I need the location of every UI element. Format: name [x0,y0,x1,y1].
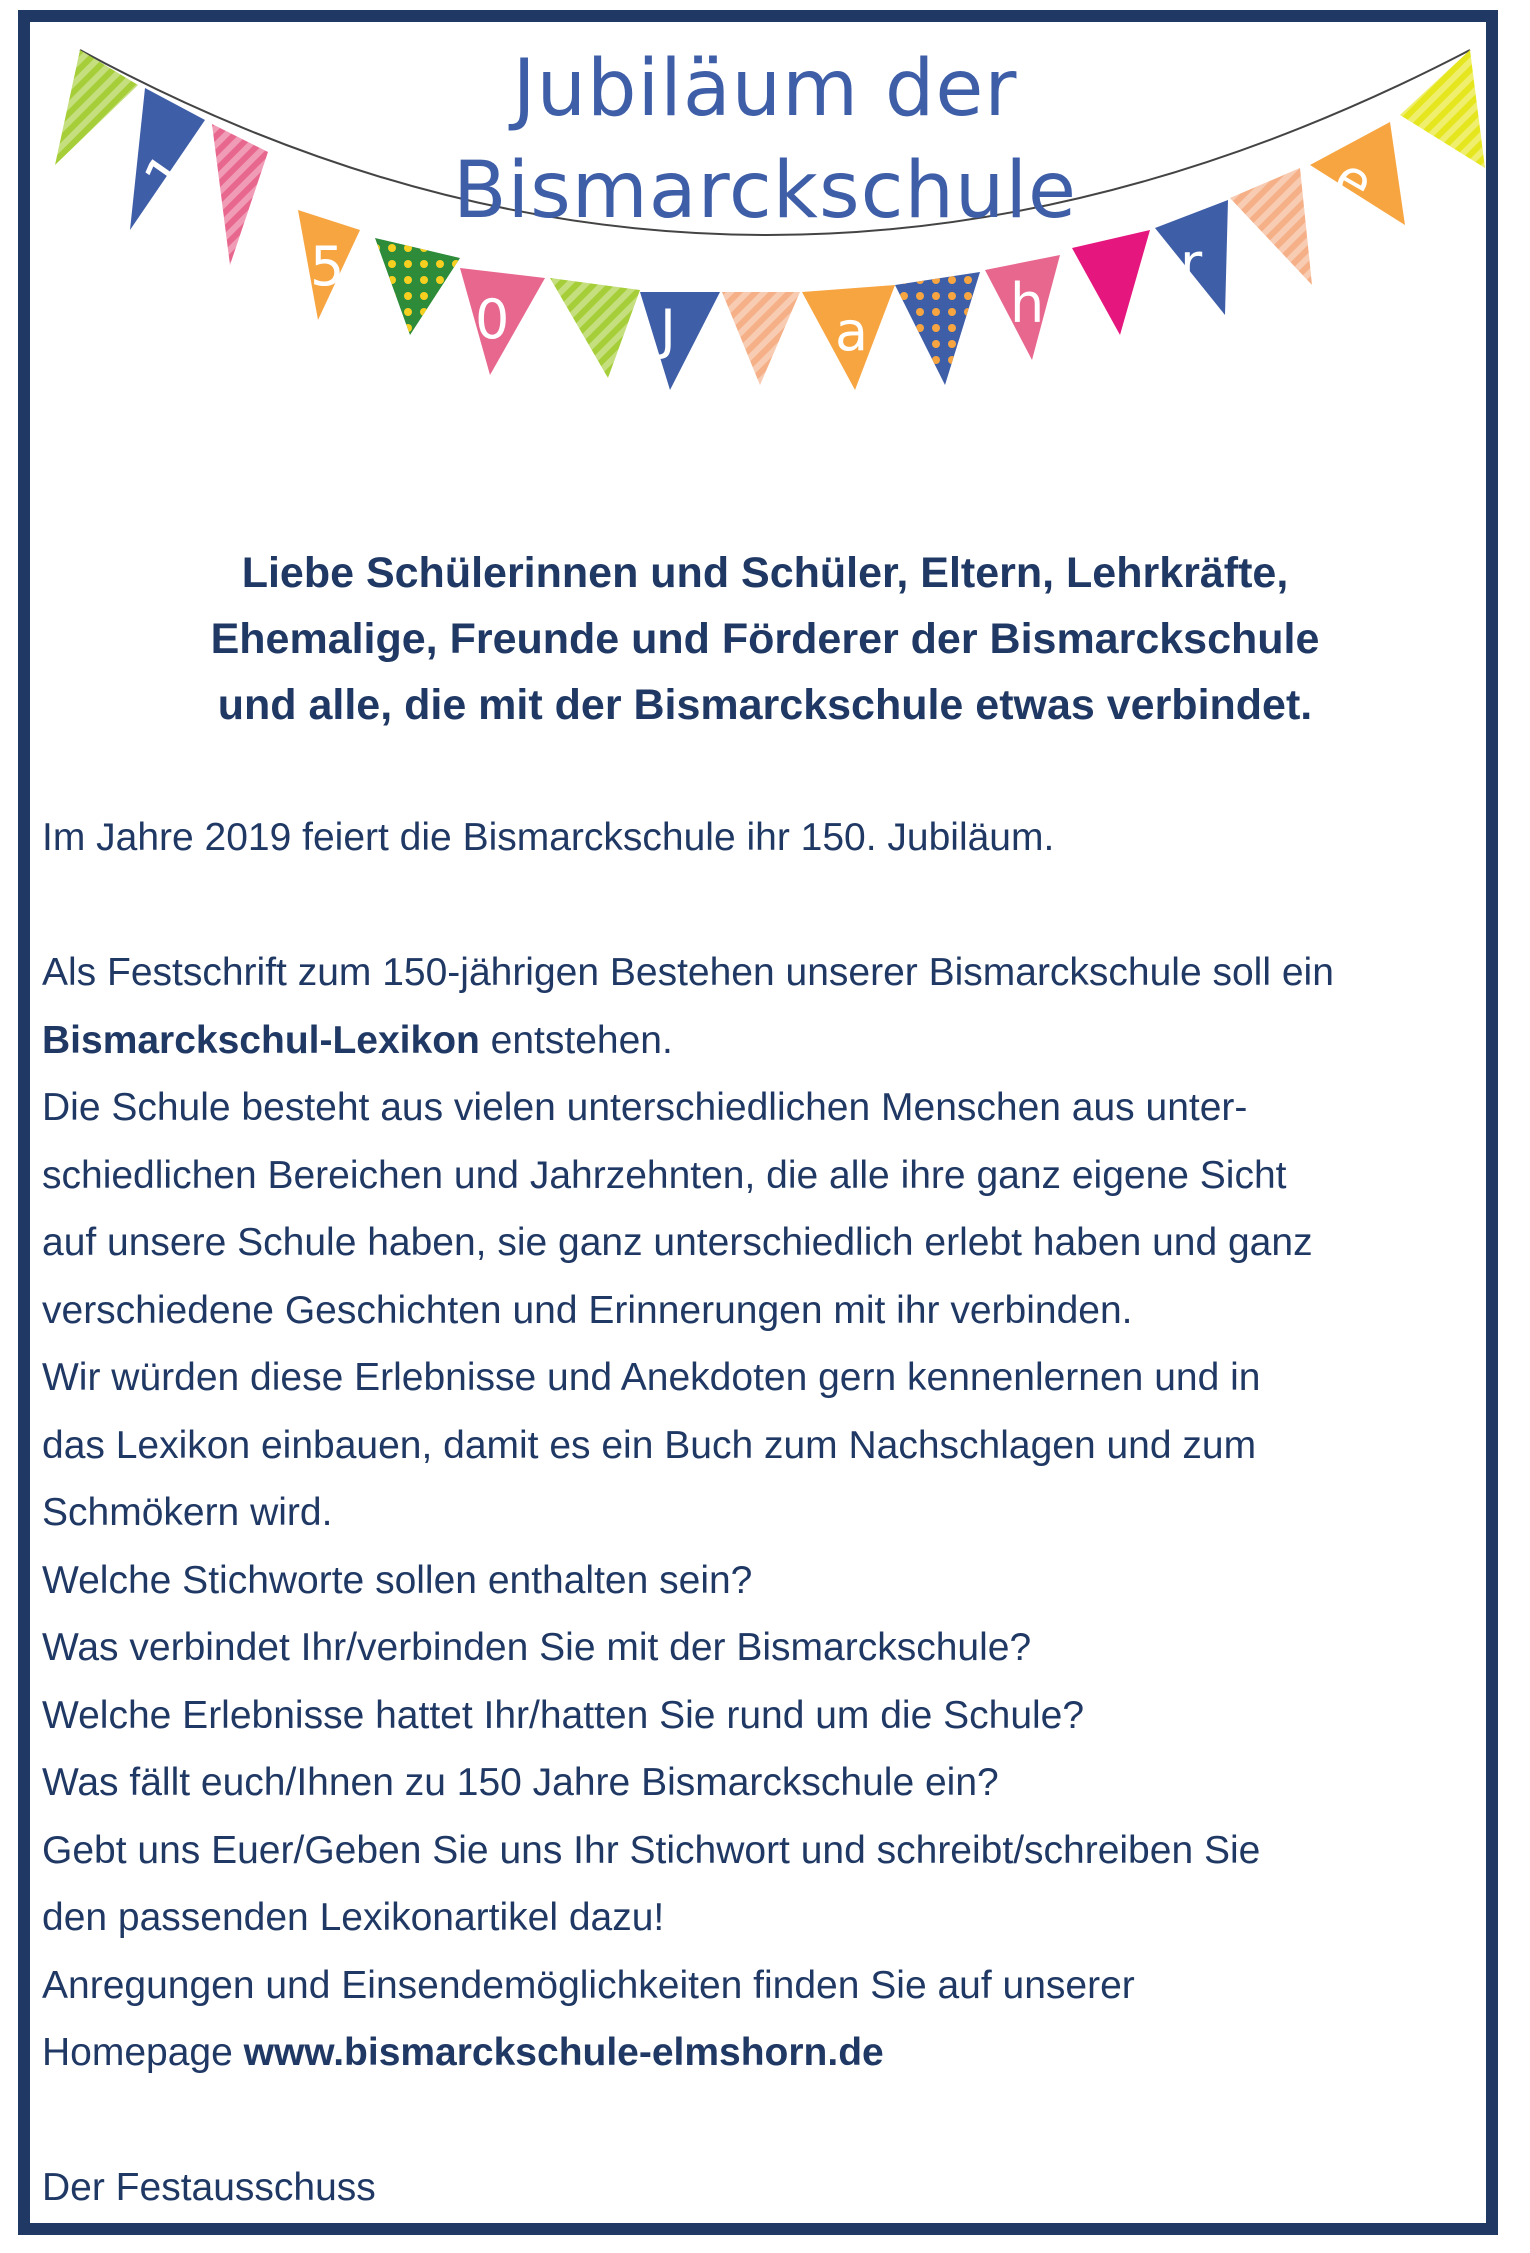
paragraph-line [42,1007,1482,1075]
pennant-letter: h [1010,272,1045,335]
pennant-letter: r [1180,232,1203,295]
pennant-peach-mid [722,292,800,385]
greeting [40,540,1490,738]
paragraph-line: den passenden Lexikonartikel dazu! [42,1896,665,1939]
intro-text: Im Jahre 2019 feiert die Bismarckschule ihr 150. Jubiläum. [42,816,1055,859]
pennant-letter: 0 [475,288,510,351]
greeting-line: Ehemalige, Freunde und Förderer der Bismarckschule [210,615,1320,663]
paragraph-line: Die Schule besteht aus vielen unterschiedlichen Menschen aus unter- [42,1086,1248,1129]
question-line: Welche Erlebnisse hattet Ihr/hatten Sie rund um die Schule? [42,1693,1085,1737]
paragraph-line: auf unsere Schule haben, sie ganz unterschiedlich erlebt haben und ganz [42,1221,1313,1264]
question-line: Was verbindet Ihr/verbinden Sie mit der Bismarckschule? [42,1626,1032,1669]
question-line: Welche Stichworte sollen enthalten sein? [42,1558,753,1602]
paragraph-line: Anregungen und Einsendemöglichkeiten finden Sie auf unserer [42,1963,1135,2007]
paragraph-line: verschiedene Geschichten und Erinnerungen mit ihr verbinden. [42,1288,1133,1332]
pennant-green-mid [550,278,640,378]
paragraph-line [42,2019,1482,2087]
pennant-dots-green [375,238,460,335]
paragraph-line: Gebt uns Euer/Geben Sie uns Ihr Stichwort und schreibt/schreiben Sie [42,1828,1261,1872]
pennant-letter: J [660,298,676,361]
pennant-J [640,292,720,390]
greeting-line: und alle, die mit der Bismarckschule etwas verbindet. [217,681,1313,729]
pennant-letter: e [1323,144,1384,216]
paragraph-line: das Lexikon einbauen, damit es ein Buch zum Nachschlagen und zum [42,1423,1257,1467]
paragraph-text: entstehen. [479,1018,673,1062]
lexikon-name: Bismarckschul-Lexikon [42,1018,480,1062]
paragraph-line: Schmökern wird. [42,1491,333,1534]
page-title-line2: Bismarckschule [452,146,1078,236]
pennant-dots-blue [895,272,980,385]
homepage-prefix: Homepage [42,2031,244,2074]
page-title-line1: Jubiläum der [512,44,1018,134]
signature: Der Festausschuss [42,2166,376,2209]
greeting-line: Liebe Schülerinnen und Schüler, Eltern, Lehrkräfte, [241,549,1289,597]
question-line: Was fällt euch/Ihnen zu 150 Jahre Bismarckschule ein? [42,1761,999,1804]
pennant-letter: 5 [310,235,345,298]
pennant-magenta [1072,230,1150,335]
homepage-link[interactable]: www.bismarckschule-elmshorn.de [243,2031,884,2074]
pennant-letter: 1 [131,141,204,207]
paragraph-line: Als Festschrift zum 150-jährigen Bestehen unserer Bismarckschule soll ein [42,951,1334,994]
pennant-letter: a [835,300,869,363]
body-text [42,804,1482,2222]
paragraph-line: Wir würden diese Erlebnisse und Anekdoten gern kennenlernen und in [42,1356,1261,1399]
paragraph-line: schiedlichen Bereichen und Jahrzehnten, die alle ihre ganz eigene Sicht [42,1153,1287,1197]
